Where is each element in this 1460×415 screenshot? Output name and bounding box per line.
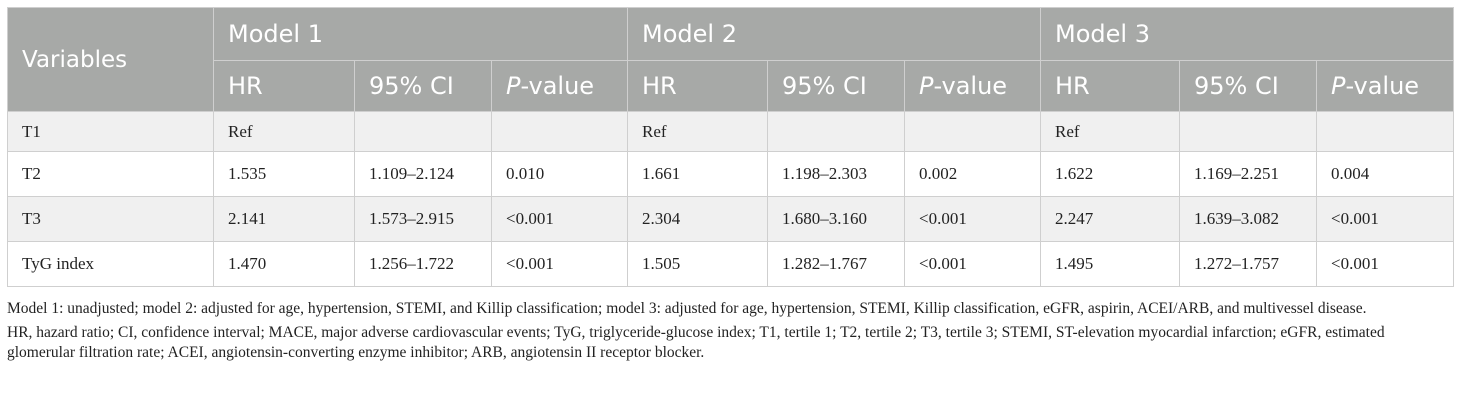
table-cell: 0.002 <box>905 152 1041 197</box>
table-cell: Ref <box>214 112 355 152</box>
ci-header: 95% CI <box>768 61 905 112</box>
table-cell: 2.247 <box>1041 197 1180 242</box>
row-label: T2 <box>8 152 214 197</box>
table-cell: 1.109–2.124 <box>355 152 492 197</box>
ci-header: 95% CI <box>355 61 492 112</box>
p-rest: -value <box>933 72 1008 100</box>
header-row-models <box>8 8 1454 61</box>
table-cell <box>768 112 905 152</box>
table-cell: Ref <box>628 112 768 152</box>
p-value-header <box>905 61 1041 112</box>
results-table <box>7 7 1454 287</box>
table-cell: 1.272–1.757 <box>1180 242 1317 287</box>
model-3-header: Model 3 <box>1041 8 1454 61</box>
table-cell: Ref <box>1041 112 1180 152</box>
table-cell: 1.535 <box>214 152 355 197</box>
hr-header: HR <box>628 61 768 112</box>
row-label: T3 <box>8 197 214 242</box>
hr-header: HR <box>1041 61 1180 112</box>
table-cell: <0.001 <box>492 242 628 287</box>
p-rest: -value <box>520 72 595 100</box>
p-italic: P <box>506 72 521 100</box>
table-cell: 1.680–3.160 <box>768 197 905 242</box>
table-cell: 1.661 <box>628 152 768 197</box>
table-cell: 0.004 <box>1317 152 1454 197</box>
table-cell: 1.169–2.251 <box>1180 152 1317 197</box>
p-italic: P <box>1331 72 1346 100</box>
table-cell <box>1180 112 1317 152</box>
table-row <box>8 152 1454 197</box>
table-cell: 1.256–1.722 <box>355 242 492 287</box>
table-footnotes <box>7 299 1453 363</box>
table-cell: 1.282–1.767 <box>768 242 905 287</box>
p-value-header <box>1317 61 1454 112</box>
table-cell: <0.001 <box>1317 197 1454 242</box>
table-cell: 1.639–3.082 <box>1180 197 1317 242</box>
p-value-header <box>492 61 628 112</box>
p-italic: P <box>919 72 934 100</box>
table-row <box>8 197 1454 242</box>
table-cell: 1.622 <box>1041 152 1180 197</box>
row-label: TyG index <box>8 242 214 287</box>
table-cell <box>492 112 628 152</box>
table-cell: 1.495 <box>1041 242 1180 287</box>
row-label: T1 <box>8 112 214 152</box>
table-cell: <0.001 <box>492 197 628 242</box>
table-cell: <0.001 <box>1317 242 1454 287</box>
table-row <box>8 112 1454 152</box>
table-cell: 1.198–2.303 <box>768 152 905 197</box>
table-container <box>7 7 1453 367</box>
table-cell <box>1317 112 1454 152</box>
table-cell <box>355 112 492 152</box>
variables-header: Variables <box>8 8 214 112</box>
footnote-abbreviations: HR, hazard ratio; CI, confidence interval; MACE, major adverse cardiovascular events; TyG, triglyceride-glucose index; T1, tertile 1; T2, tertile 2; T3, tertile 3; STEMI, ST-elevation myocardial infarction; eGFR, estimated glomerular filtration rate; ACEI, angiotensin-converting enzyme inhibitor; ARB, angiotensin II receptor blocker. <box>7 324 1385 361</box>
footnote-models: Model 1: unadjusted; model 2: adjusted for age, hypertension, STEMI, and Killip classification; model 3: adjusted for age, hypertension, STEMI, Killip classification, eGFR, aspirin, ACEI/ARB, and multivessel disease. <box>7 300 1367 317</box>
table-cell: 2.304 <box>628 197 768 242</box>
table-cell: 0.010 <box>492 152 628 197</box>
hr-header: HR <box>214 61 355 112</box>
table-cell: 2.141 <box>214 197 355 242</box>
table-cell: 1.505 <box>628 242 768 287</box>
table-cell <box>905 112 1041 152</box>
ci-header: 95% CI <box>1180 61 1317 112</box>
table-cell: <0.001 <box>905 242 1041 287</box>
header-row-stats <box>8 61 1454 112</box>
table-cell: 1.573–2.915 <box>355 197 492 242</box>
table-cell: <0.001 <box>905 197 1041 242</box>
table-cell: 1.470 <box>214 242 355 287</box>
model-1-header: Model 1 <box>214 8 628 61</box>
p-rest: -value <box>1345 72 1420 100</box>
table-row <box>8 242 1454 287</box>
model-2-header: Model 2 <box>628 8 1041 61</box>
